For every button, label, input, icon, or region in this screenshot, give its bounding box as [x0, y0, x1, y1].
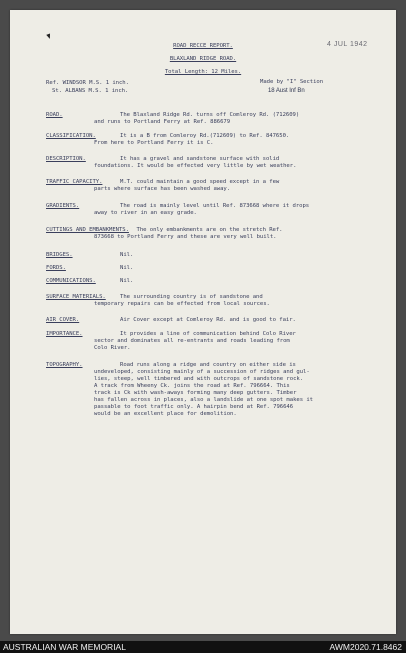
road-name-heading: BLAXLAND RIDGE ROAD. — [169, 56, 237, 62]
section-text-bridges: Nil. — [120, 252, 134, 258]
section-text-topography: Road runs along a ridge and country on either side is — [120, 362, 296, 368]
section-text-fords: Nil. — [120, 265, 134, 271]
section-text-traffic-capacity: parts where surface has been washed away. — [94, 186, 231, 192]
map-reference-1: Ref. WINDSOR M.S. 1 inch. — [46, 80, 129, 86]
document-page — [10, 10, 396, 634]
section-text-topography: passable to foot traffic only. A hairpin bend at Ref. 796646 — [94, 404, 294, 410]
total-length: Total Length: 12 Miles. — [164, 69, 242, 75]
map-reference-2: St. ALBANS M.S. 1 inch. — [52, 88, 129, 94]
section-text-road: The Blaxland Ridge Rd. turns off Comleroy Rd. (712609) — [120, 112, 300, 118]
section-text-air-cover: Air Cover except at Comleroy Rd. and is good to fair. — [120, 317, 296, 323]
section-text-cuttings-embankments: 873668 to Portland Ferry and these are very well built. — [94, 234, 277, 240]
section-text-classification: It is a B from Comleroy Rd.(712609) to Ref. 847650. — [120, 133, 290, 139]
section-text-surface-materials: The surrounding country is of sandstone and — [120, 294, 263, 300]
section-label-fords: FORDS. — [46, 265, 66, 271]
section-label-topography: TOPOGRAPHY. — [46, 362, 83, 368]
section-text-importance: sector and dominates all re-entrants and roads leading from — [94, 338, 290, 344]
section-text-topography: track is Ck with wash-aways forming many deep gutters. Timber — [94, 390, 297, 396]
section-label-traffic-capacity: TRAFFIC CAPACITY. — [46, 179, 103, 185]
section-label-classification: CLASSIFICATION. — [46, 133, 96, 139]
section-label-bridges: BRIDGES. — [46, 252, 73, 258]
section-label-cuttings-embankments: CUTTINGS AND EMBANKMENTS. — [46, 227, 129, 233]
section-text-topography: would be an excellent place for demolition. — [94, 411, 237, 417]
section-text-description: foundations. It would be effected very little by wet weather. — [94, 163, 297, 169]
section-text-communications: Nil. — [120, 278, 134, 284]
section-text-topography: A track from Wheeny Ck. joins the road at Ref. 796664. This — [94, 383, 290, 389]
section-label-air-cover: AIR COVER. — [46, 317, 80, 323]
date-stamp: 4 JUL 1942 — [327, 41, 368, 48]
footer-accession-number: AWM2020.71.8462 — [329, 642, 402, 652]
section-text-topography: has fallen across in places, also a landslide at one spot makes it — [94, 397, 313, 403]
section-text-importance: It provides a line of communication behind Colo River — [120, 331, 296, 337]
document-title: ROAD RECCE REPORT. — [173, 43, 233, 49]
section-label-importance: IMPORTANCE. — [46, 331, 83, 337]
section-label-description: DESCRIPTION. — [46, 156, 86, 162]
section-text-surface-materials: temporary repairs can be effected from local sources. — [94, 301, 270, 307]
section-label-surface-materials: SURFACE MATERIALS. — [46, 294, 106, 300]
section-label-gradients: GRADIENTS. — [46, 203, 80, 209]
tick-mark — [46, 33, 51, 39]
section-label-communications: COMMUNICATIONS. — [46, 278, 96, 284]
section-text-cuttings-embankments: The only embankments are on the stretch Ref. — [136, 227, 283, 233]
section-text-traffic-capacity: M.T. could maintain a good speed except in a few — [120, 179, 280, 185]
section-text-topography: undeveloped, consisting mainly of a succession of ridges and gul- — [94, 369, 310, 375]
section-text-classification: From here to Portland Ferry it is C. — [94, 140, 214, 146]
section-label-road: ROAD. — [46, 112, 63, 118]
section-text-importance: Colo River. — [94, 345, 131, 351]
footer-bar — [0, 641, 406, 653]
section-text-gradients: away to river in an easy grade. — [94, 210, 197, 216]
made-by-line: Made by "I" Section — [260, 79, 324, 85]
section-text-topography: lies, steep, well timbered and with outcrops of sandstone rock. — [94, 376, 304, 382]
section-text-gradients: The road is mainly level until Ref. 873668 where it drops — [120, 203, 310, 209]
unit-line: 18 Aust Inf Bn — [268, 88, 305, 94]
footer-institution: AUSTRALIAN WAR MEMORIAL — [3, 642, 126, 652]
section-text-description: It has a gravel and sandstone surface with solid — [120, 156, 280, 162]
section-text-road: and runs to Portland Ferry at Ref. 886679 — [94, 119, 231, 125]
